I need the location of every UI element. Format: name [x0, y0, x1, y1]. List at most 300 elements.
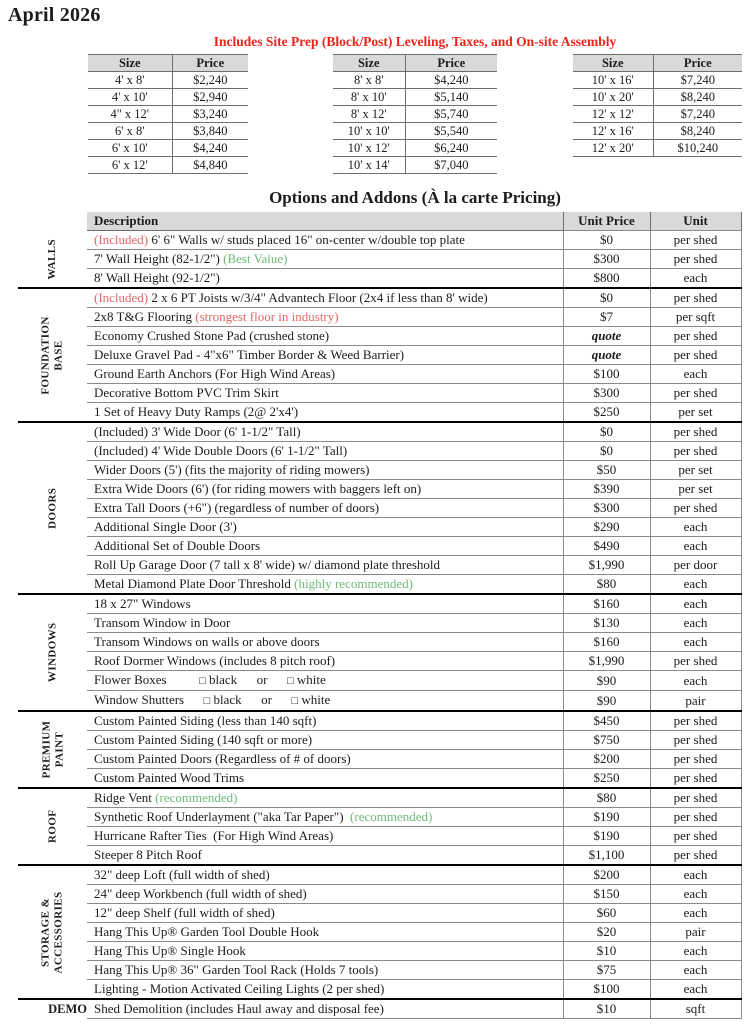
- size-row: [573, 140, 742, 157]
- unit-price-value: $90: [596, 672, 617, 688]
- price-cell: $8,240: [653, 89, 742, 106]
- size-cell: 6' x 8': [88, 123, 172, 140]
- option-desc-cell: [87, 614, 563, 633]
- unit-cell: per door: [650, 556, 741, 575]
- desc-segment: Hurricane Rafter Ties (For High Wind Areas): [94, 828, 334, 843]
- unit-price-cell: [563, 556, 650, 575]
- desc-segment: Additional Set of Double Doors: [94, 538, 261, 553]
- option-desc-cell: [87, 499, 563, 518]
- unit-price-value: $60: [596, 905, 617, 920]
- size-row: [88, 106, 248, 123]
- size-price-tables: [88, 54, 742, 174]
- desc-segment: 8' Wall Height (92-1/2"): [94, 270, 220, 285]
- desc-segment: Custom Painted Doors (Regardless of # of doors): [94, 751, 351, 766]
- desc-segment: Deluxe Gravel Pad - 4"x6" Timber Border & Weed Barrier): [94, 347, 405, 362]
- desc-segment: (strongest floor in industry): [195, 309, 339, 324]
- unit-price-cell: [563, 308, 650, 327]
- desc-segment: Additional Single Door (3'): [94, 519, 237, 534]
- unit-price-cell: [563, 269, 650, 289]
- option-desc-cell: [87, 769, 563, 789]
- option-row: [18, 788, 741, 808]
- option-row: [18, 827, 741, 846]
- unit-price-value: $300: [593, 500, 620, 515]
- size-table-header-row: [573, 55, 742, 72]
- option-desc-cell: [87, 980, 563, 1000]
- size-cell: 4' x 8': [88, 72, 172, 89]
- option-row: [18, 575, 741, 595]
- section-label: [18, 231, 87, 289]
- option-desc-cell: [87, 633, 563, 652]
- unit-cell: per shed: [650, 731, 741, 750]
- unit-price-value: $160: [593, 634, 620, 649]
- option-row: [18, 422, 741, 442]
- option-desc-cell: [87, 288, 563, 308]
- desc-segment: Transom Windows on walls or above doors: [94, 634, 320, 649]
- unit-cell: per shed: [650, 827, 741, 846]
- desc-segment: (Included): [94, 290, 149, 305]
- options-header-row: [18, 212, 741, 231]
- size-cell: 10' x 16': [573, 72, 653, 89]
- option-desc-cell: [87, 808, 563, 827]
- option-desc-cell: [87, 365, 563, 384]
- unit-price-column-header: Unit Price: [563, 212, 650, 231]
- size-cell: 4" x 12': [88, 106, 172, 123]
- section-label: [18, 711, 87, 788]
- size-row: [333, 157, 497, 174]
- desc-segment: Custom Painted Siding (less than 140 sqft): [94, 713, 317, 728]
- unit-price-cell: [563, 537, 650, 556]
- unit-price-cell: [563, 422, 650, 442]
- unit-price-value: $200: [593, 867, 620, 882]
- option-desc-cell: [87, 652, 563, 671]
- unit-cell: per shed: [650, 652, 741, 671]
- desc-segment: black or: [205, 672, 287, 687]
- section-label: [18, 594, 87, 711]
- size-cell: 10' x 12': [333, 140, 405, 157]
- size-row: [88, 123, 248, 140]
- unit-cell: each: [650, 594, 741, 614]
- unit-price-value: $10: [596, 1001, 617, 1016]
- option-desc-cell: [87, 865, 563, 885]
- option-desc-cell: [87, 575, 563, 595]
- section-label-rotated: [18, 231, 87, 288]
- desc-segment: (Best Value): [223, 251, 288, 266]
- desc-segment: 18 x 27" Windows: [94, 596, 191, 611]
- price-cell: $10,240: [653, 140, 742, 157]
- option-desc-cell: [87, 384, 563, 403]
- unit-cell: per shed: [650, 422, 741, 442]
- unit-price-cell: [563, 384, 650, 403]
- price-column-header: Price: [653, 55, 742, 72]
- option-row: [18, 499, 741, 518]
- price-cell: $8,240: [653, 123, 742, 140]
- checkbox-icon: □: [203, 695, 211, 707]
- unit-price-cell: [563, 827, 650, 846]
- unit-price-value: $250: [593, 404, 620, 419]
- desc-segment: Synthetic Roof Underlayment ("aka Tar Paper"): [94, 809, 351, 824]
- option-row: [18, 885, 741, 904]
- unit-price-value: $0: [600, 424, 613, 439]
- size-row: [88, 89, 248, 106]
- unit-cell: per shed: [650, 808, 741, 827]
- option-row: [18, 731, 741, 750]
- section-label: [18, 865, 87, 999]
- unit-cell: per set: [650, 403, 741, 423]
- option-desc-cell: [87, 885, 563, 904]
- unit-cell: per shed: [650, 231, 741, 250]
- section-label-rotated: [18, 789, 87, 864]
- unit-price-value: $160: [593, 596, 620, 611]
- checkbox-icon: □: [199, 675, 206, 687]
- option-row: [18, 999, 741, 1019]
- option-desc-cell: [87, 846, 563, 866]
- option-row: [18, 808, 741, 827]
- option-desc-cell: [87, 442, 563, 461]
- size-cell: 10' x 20': [573, 89, 653, 106]
- unit-price-value: $750: [593, 732, 620, 747]
- unit-price-cell: [563, 518, 650, 537]
- unit-cell: each: [650, 671, 741, 691]
- option-row: [18, 461, 741, 480]
- desc-segment: 6' 6" Walls w/ studs placed 16" on-center w/double top plate: [148, 232, 465, 247]
- unit-price-cell: [563, 346, 650, 365]
- option-row: [18, 942, 741, 961]
- unit-price-cell: [563, 250, 650, 269]
- option-row: [18, 288, 741, 308]
- unit-cell: per shed: [650, 250, 741, 269]
- section-label: [18, 788, 87, 865]
- option-desc-cell: [87, 711, 563, 731]
- unit-price-cell: [563, 327, 650, 346]
- size-row: [88, 72, 248, 89]
- unit-price-cell: [563, 731, 650, 750]
- unit-cell: each: [650, 575, 741, 595]
- unit-price-cell: [563, 652, 650, 671]
- section-label-line: DOORS: [46, 487, 59, 529]
- option-row: [18, 537, 741, 556]
- option-row: [18, 480, 741, 499]
- option-desc-cell: [87, 788, 563, 808]
- option-desc-cell: [87, 327, 563, 346]
- size-row: [88, 157, 248, 174]
- unit-cell: each: [650, 865, 741, 885]
- size-column-header: Size: [88, 55, 172, 72]
- unit-price-cell: [563, 885, 650, 904]
- unit-cell: per shed: [650, 769, 741, 789]
- unit-price-value: $130: [593, 615, 620, 630]
- price-cell: $7,240: [653, 106, 742, 123]
- unit-price-value: $450: [593, 713, 620, 728]
- desc-segment: 2x8 T&G Flooring: [94, 309, 196, 324]
- price-cell: $7,040: [405, 157, 497, 174]
- section-label-text: [40, 316, 65, 394]
- option-row: [18, 365, 741, 384]
- section-label-text: [46, 810, 59, 843]
- size-row: [333, 140, 497, 157]
- unit-price-value: $100: [593, 981, 620, 996]
- unit-price-value: $0: [600, 290, 613, 305]
- options-table-title: Options and Addons (À la carte Pricing): [269, 188, 561, 207]
- section-label: [18, 288, 87, 422]
- size-cell: 6' x 10': [88, 140, 172, 157]
- desc-segment: Decorative Bottom PVC Trim Skirt: [94, 385, 279, 400]
- price-column-header: Price: [172, 55, 248, 72]
- unit-price-cell: [563, 614, 650, 633]
- section-label-text: [46, 487, 59, 528]
- section-foundation-base: [18, 288, 741, 422]
- unit-cell: per shed: [650, 346, 741, 365]
- section-label-line: FOUNDATION: [40, 315, 53, 395]
- desc-segment: Roll Up Garage Door (7 tall x 8' wide) w/ diamond plate threshold: [94, 557, 441, 572]
- desc-segment: 1 Set of Heavy Duty Ramps (2@ 2'x4'): [94, 404, 299, 419]
- unit-cell: each: [650, 537, 741, 556]
- unit-price-cell: [563, 808, 650, 827]
- unit-price-value: $150: [593, 886, 620, 901]
- unit-price-value: $1,990: [588, 557, 625, 572]
- desc-segment: (Included) 4' Wide Double Doors (6' 1-1/2" Tall): [94, 443, 348, 458]
- section-label-text: DEMO: [48, 1002, 87, 1017]
- price-cell: $2,940: [172, 89, 248, 106]
- option-row: [18, 980, 741, 1000]
- size-cell: 12' x 12': [573, 106, 653, 123]
- price-cell: $5,140: [405, 89, 497, 106]
- unit-price-value: $80: [596, 576, 617, 591]
- size-table-3: [573, 54, 742, 157]
- size-row: [573, 72, 742, 89]
- option-row: [18, 327, 741, 346]
- desc-segment: Extra Tall Doors (+6") (regardless of number of doors): [94, 500, 380, 515]
- unit-cell: each: [650, 269, 741, 289]
- option-row: [18, 691, 741, 712]
- checkbox-icon: □: [291, 695, 299, 707]
- unit-price-cell: [563, 671, 650, 691]
- unit-cell: each: [650, 614, 741, 633]
- option-row: [18, 671, 741, 691]
- option-desc-cell: [87, 731, 563, 750]
- section-label-line: BASE: [52, 339, 65, 371]
- option-row: [18, 633, 741, 652]
- desc-segment: Ridge Vent: [94, 790, 156, 805]
- size-cell: 12' x 16': [573, 123, 653, 140]
- unit-price-value: $200: [593, 751, 620, 766]
- unit-price-cell: [563, 691, 650, 712]
- unit-price-cell: [563, 461, 650, 480]
- option-desc-cell: [87, 556, 563, 575]
- desc-segment: (highly recommended): [294, 576, 413, 591]
- size-row: [333, 89, 497, 106]
- option-desc-cell: [87, 904, 563, 923]
- section-label-text: [40, 891, 65, 973]
- size-table-2: [333, 54, 497, 174]
- unit-cell: per shed: [650, 499, 741, 518]
- option-row: [18, 711, 741, 731]
- desc-segment: Flower Boxes: [94, 672, 200, 687]
- unit-cell: each: [650, 980, 741, 1000]
- unit-price-value: $290: [593, 519, 620, 534]
- desc-segment: Economy Crushed Stone Pad (crushed stone): [94, 328, 330, 343]
- desc-segment: white: [293, 672, 326, 687]
- options-table: [18, 212, 742, 1019]
- option-row: [18, 518, 741, 537]
- unit-price-cell: [563, 633, 650, 652]
- option-desc-cell: [87, 537, 563, 556]
- desc-segment: Custom Painted Wood Trims: [94, 770, 245, 785]
- unit-price-value: $0: [600, 232, 613, 247]
- option-row: [18, 594, 741, 614]
- desc-segment: (Included) 3' Wide Door (6' 1-1/2" Tall): [94, 424, 301, 439]
- price-cell: $3,840: [172, 123, 248, 140]
- option-row: [18, 769, 741, 789]
- option-row: [18, 923, 741, 942]
- section-label-rotated: [18, 595, 87, 710]
- unit-price-cell: [563, 575, 650, 595]
- section-label-rotated: [18, 712, 87, 787]
- option-row: [18, 961, 741, 980]
- unit-cell: per set: [650, 461, 741, 480]
- unit-price-value: $190: [593, 828, 620, 843]
- size-column-header: Size: [333, 55, 405, 72]
- desc-segment: Lighting - Motion Activated Ceiling Lights (2 per shed): [94, 981, 385, 996]
- unit-price-cell: [563, 999, 650, 1019]
- unit-price-value: $90: [596, 692, 617, 708]
- unit-cell: per set: [650, 480, 741, 499]
- section-walls: [18, 231, 741, 289]
- unit-price-cell: [563, 961, 650, 980]
- unit-price-value: $300: [593, 251, 620, 266]
- unit-price-cell: [563, 231, 650, 250]
- unit-price-value: $300: [593, 385, 620, 400]
- size-row: [333, 123, 497, 140]
- size-cell: 12' x 20': [573, 140, 653, 157]
- unit-price-cell: [563, 980, 650, 1000]
- price-cell: $2,240: [172, 72, 248, 89]
- unit-price-value: $800: [593, 270, 620, 285]
- price-cell: $6,240: [405, 140, 497, 157]
- size-column-header: Size: [573, 55, 653, 72]
- desc-segment: Metal Diamond Plate Door Threshold: [94, 576, 295, 591]
- section-label-line: ROOF: [46, 809, 59, 844]
- size-cell: 8' x 10': [333, 89, 405, 106]
- section-label-rotated: [18, 866, 87, 998]
- unit-cell: per shed: [650, 288, 741, 308]
- price-cell: $4,240: [172, 140, 248, 157]
- option-desc-cell: [87, 461, 563, 480]
- page-title: April 2026: [8, 4, 101, 26]
- option-desc-cell: [87, 346, 563, 365]
- option-row: [18, 614, 741, 633]
- size-row: [573, 123, 742, 140]
- size-row: [333, 106, 497, 123]
- desc-segment: Custom Painted Siding (140 sqft or more): [94, 732, 313, 747]
- desc-segment: (recommended): [155, 790, 238, 805]
- unit-price-value: quote: [591, 328, 622, 343]
- unit-price-value: $390: [593, 481, 620, 496]
- option-desc-cell: [87, 827, 563, 846]
- unit-price-value: $250: [593, 770, 620, 785]
- desc-segment: Ground Earth Anchors (For High Wind Areas): [94, 366, 336, 381]
- option-desc-cell: [87, 942, 563, 961]
- size-table-1: [88, 54, 248, 174]
- desc-segment: Extra Wide Doors (6') (for riding mowers with baggers left on): [94, 481, 422, 496]
- size-cell: 4' x 10': [88, 89, 172, 106]
- unit-price-value: $190: [593, 809, 620, 824]
- desc-segment: 2 x 6 PT Joists w/3/4" Advantech Floor (2x4 if less than 8' wide): [148, 290, 488, 305]
- section-doors: [18, 422, 741, 594]
- option-desc-cell: [87, 671, 563, 691]
- section-storage&-accessories: [18, 865, 741, 999]
- desc-segment: 12" deep Shelf (full width of shed): [94, 905, 275, 920]
- size-cell: 8' x 8': [333, 72, 405, 89]
- unit-cell: per sqft: [650, 308, 741, 327]
- unit-cell: each: [650, 885, 741, 904]
- desc-segment: Hang This Up® 36" Garden Tool Rack (Holds 7 tools): [94, 962, 379, 977]
- unit-column-header: Unit: [650, 212, 741, 231]
- unit-cell: per shed: [650, 846, 741, 866]
- desc-segment: Steeper 8 Pitch Roof: [94, 847, 202, 862]
- price-cell: $5,740: [405, 106, 497, 123]
- option-row: [18, 250, 741, 269]
- option-row: [18, 384, 741, 403]
- section-label-line: ACCESSORIES: [52, 890, 65, 974]
- unit-cell: per shed: [650, 384, 741, 403]
- description-column-header: Description: [87, 212, 563, 231]
- desc-segment: Window Shutters: [94, 692, 204, 707]
- unit-price-value: $7: [600, 309, 613, 324]
- option-row: [18, 346, 741, 365]
- desc-segment: Roof Dormer Windows (includes 8 pitch roof): [94, 653, 336, 668]
- unit-cell: each: [650, 365, 741, 384]
- section-premium-paint: [18, 711, 741, 788]
- option-desc-cell: [87, 750, 563, 769]
- section-label-text: [46, 238, 59, 279]
- section-label: [18, 422, 87, 594]
- desc-segment: Hang This Up® Garden Tool Double Hook: [94, 924, 320, 939]
- section-roof: [18, 788, 741, 865]
- unit-price-value: $0: [600, 443, 613, 458]
- unit-cell: pair: [650, 691, 741, 712]
- unit-cell: each: [650, 518, 741, 537]
- option-row: [18, 652, 741, 671]
- unit-price-value: quote: [591, 347, 622, 362]
- unit-price-cell: [563, 499, 650, 518]
- price-cell: $5,540: [405, 123, 497, 140]
- unit-price-cell: [563, 923, 650, 942]
- unit-price-cell: [563, 769, 650, 789]
- desc-segment: Hang This Up® Single Hook: [94, 943, 246, 958]
- unit-price-value: $50: [596, 462, 617, 477]
- unit-price-value: $20: [596, 924, 617, 939]
- unit-cell: pair: [650, 923, 741, 942]
- size-row: [333, 72, 497, 89]
- option-row: [18, 269, 741, 289]
- desc-segment: black or: [210, 692, 292, 707]
- pricing-note: Includes Site Prep (Block/Post) Leveling, Taxes, and On-site Assembly: [213, 34, 617, 49]
- unit-price-value: $10: [596, 943, 617, 958]
- checkbox-icon: □: [286, 675, 294, 687]
- unit-price-value: $490: [593, 538, 620, 553]
- section-label-column-header: [18, 212, 87, 231]
- option-row: [18, 750, 741, 769]
- size-table-header-row: [88, 55, 248, 72]
- option-desc-cell: [87, 422, 563, 442]
- option-desc-cell: [87, 691, 563, 712]
- option-row: [18, 442, 741, 461]
- option-row: [18, 403, 741, 423]
- unit-cell: per shed: [650, 750, 741, 769]
- unit-cell: each: [650, 633, 741, 652]
- desc-segment: Wider Doors (5') (fits the majority of riding mowers): [94, 462, 370, 477]
- section-label-text: [40, 721, 65, 779]
